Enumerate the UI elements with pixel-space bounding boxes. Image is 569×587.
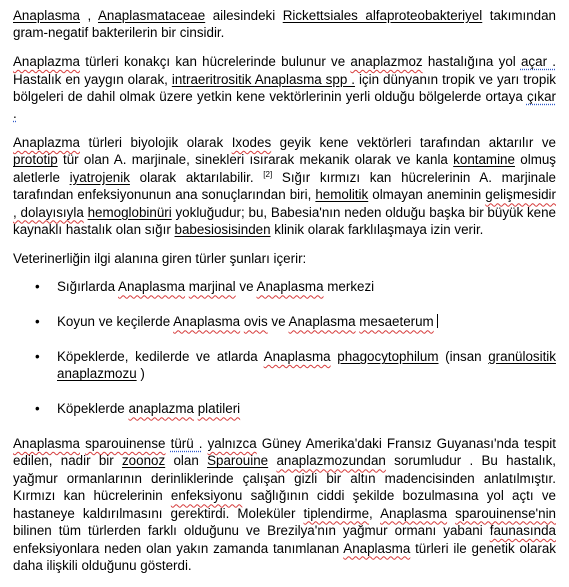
text-run: sorumludur . Bu hastalık, yağmur ormanlarının derinliklerinde çalışan gizli bir altın madencisinden anlatılmıştır. Kırmızı kan hücrelerinin <box>13 453 556 504</box>
paragraph-transmission <box>13 134 556 238</box>
spellcheck-word: Anaplasma <box>380 505 448 521</box>
underlined-text: kontamine <box>453 152 515 168</box>
text-run: yokluğudur; bu, Babesia'nın neden olduğu başka bir büyük kene kaynaklı hastalık olan sığır <box>13 204 556 238</box>
text-run: olmuş aletlerle <box>13 152 556 185</box>
text-run: Güney Amerika'daki Fransız Guyanası'nda tespit edilen, nadir bir <box>13 436 556 469</box>
spellcheck-word: marjinal <box>188 279 236 295</box>
spellcheck-word: Anaplazma <box>13 135 80 151</box>
spellcheck-word: Anaplasma <box>118 279 186 295</box>
paragraph-species-intro <box>13 250 556 267</box>
underlined-text: Anaplasma <box>13 8 80 23</box>
text-run: türleri konakçı kan hücrelerinde bulunur ve <box>80 54 351 70</box>
text-run: için dünyanın tropik ve yarı tropik bölgeleri de dahil olmak üzere yetkin kene vektörlerinin yerli olduğu bölgelerde ortaya <box>13 71 557 104</box>
grammar-flag: çıkar . <box>13 88 556 122</box>
grammar-flag: türü . <box>170 436 203 452</box>
spellcheck-word: Anaplazma <box>13 54 80 70</box>
text-run: , <box>369 505 381 521</box>
list-item <box>57 313 556 330</box>
spellcheck-word: Anaplasma <box>288 314 356 330</box>
underlined-text: Rickettsiales alfaproteobakteriyel <box>282 8 483 23</box>
text-run: hastalığına yol <box>422 54 521 70</box>
text-run: olarak aktarılabilir. <box>129 169 264 185</box>
text-run: ) <box>136 366 145 382</box>
text-run: Köpeklerde <box>57 401 129 417</box>
paragraph-intro <box>13 7 556 42</box>
underlined-text: granülositik anaplazmozu <box>57 349 556 382</box>
text-run: klinik olarak farklılaşmaya izin verir. <box>270 222 484 238</box>
text-run: Sığır kırmızı kan hücrelerinin A. marjinale tarafından enfeksiyonunun ana sonuçlarından biri, <box>13 169 556 203</box>
spellcheck-word: Ixodes <box>231 135 272 151</box>
text-run: türleri ile genetik olarak daha ilişkili olduğunu gösterdi. <box>13 540 556 573</box>
underlined-text: babesiosisinden <box>174 222 271 238</box>
spellcheck-word: anaplazmoz <box>350 54 423 70</box>
text-run: Köpeklerde, kedilerde ve atlarda <box>57 349 264 365</box>
spellcheck-word: tiplendirme <box>303 505 370 521</box>
text-run: ve <box>267 314 289 330</box>
spellcheck-word: enfeksiyonu <box>170 488 243 504</box>
text-run: takımından gram-negatif bakterilerin bir cinsidir. <box>13 8 556 41</box>
text-run: olan <box>165 453 208 469</box>
text-run: Koyun ve keçilerde <box>57 314 174 330</box>
text-run: enfeksiyonlara neden olan yakın zamanda tanımlanan <box>13 540 344 556</box>
underlined-text: hemoglobinüri <box>87 204 172 220</box>
spellcheck-word: platileri <box>197 401 241 417</box>
text-run: merkezi <box>323 279 375 295</box>
spellcheck-word: Anaplasma <box>256 279 324 295</box>
spellcheck-word: yalnızca <box>207 436 257 452</box>
text-run: Sığırlarda <box>57 279 119 295</box>
text-cursor <box>437 314 438 328</box>
spellcheck-word: anaplazma <box>128 401 194 417</box>
spellcheck-word: sparouinense'nin <box>455 505 556 521</box>
citation-marker: [2] <box>263 169 273 179</box>
text-run: sağlığının ciddi şekilde bozulmasına yol açtı ve hastaneye kaldırılmasını gerektirdi. Moleküler <box>13 488 556 521</box>
underlined-text: iyatrojenik <box>69 169 130 185</box>
text-run: ailesindeki <box>205 8 283 23</box>
spellcheck-word: faunasında <box>489 523 556 539</box>
paragraph-disease <box>13 53 556 123</box>
spellcheck-word: gelişmesidir , dolayısıyla <box>13 187 556 220</box>
underlined-text: Anaplasmataceae <box>97 8 206 23</box>
spellcheck-word: Anaplasma <box>343 540 411 556</box>
text-run: geyik kene vektörleri tarafından aktarılır ve <box>271 135 556 151</box>
spellcheck-word: sparouinense <box>85 436 166 452</box>
grammar-flag: açar . <box>520 54 556 70</box>
underlined-text: zoonoz <box>121 453 166 469</box>
list-item <box>57 400 556 417</box>
spellcheck-word: Anaplasma <box>173 314 241 330</box>
spellcheck-word: mesaeterum <box>359 314 434 330</box>
text-run: ve <box>235 279 257 295</box>
text-run: tür olan A. marjinale, sinekleri ısırarak mekanik olarak ve kanla <box>57 152 454 168</box>
underlined-text: prototip <box>13 152 58 168</box>
text-run: olmayan aneminin <box>368 187 486 203</box>
list-item <box>57 278 556 295</box>
list-item <box>57 348 556 383</box>
text-run: türleri biyolojik olarak <box>80 135 232 151</box>
underlined-text: intraeritrositik Anaplasma spp . <box>171 71 355 87</box>
text-run: , <box>80 8 98 23</box>
species-list <box>13 278 556 417</box>
text-run: Hastalık en yaygın olarak, <box>13 71 172 87</box>
text-run: (insan <box>438 349 489 365</box>
spellcheck-word: ovis <box>243 314 268 330</box>
text-run: bilinen tüm türlerden farklı olduğunu ve Brezilya'nın yağmur ormanı yabani <box>13 523 490 539</box>
text-run <box>447 506 455 521</box>
underlined-text: hemolitik <box>315 187 369 203</box>
spellcheck-word: Anaplasma <box>263 349 331 365</box>
spellcheck-word: Anaplasma <box>13 436 80 452</box>
underlined-text: phagocytophilum <box>337 349 439 365</box>
text-run: Veterinerliğin ilgi alanına giren türler şunları içerir: <box>13 250 307 266</box>
paragraph-sparouinense <box>13 435 556 574</box>
underlined-text: Sparouine <box>207 453 269 469</box>
spellcheck-word: anaplazmozundan <box>276 453 386 469</box>
